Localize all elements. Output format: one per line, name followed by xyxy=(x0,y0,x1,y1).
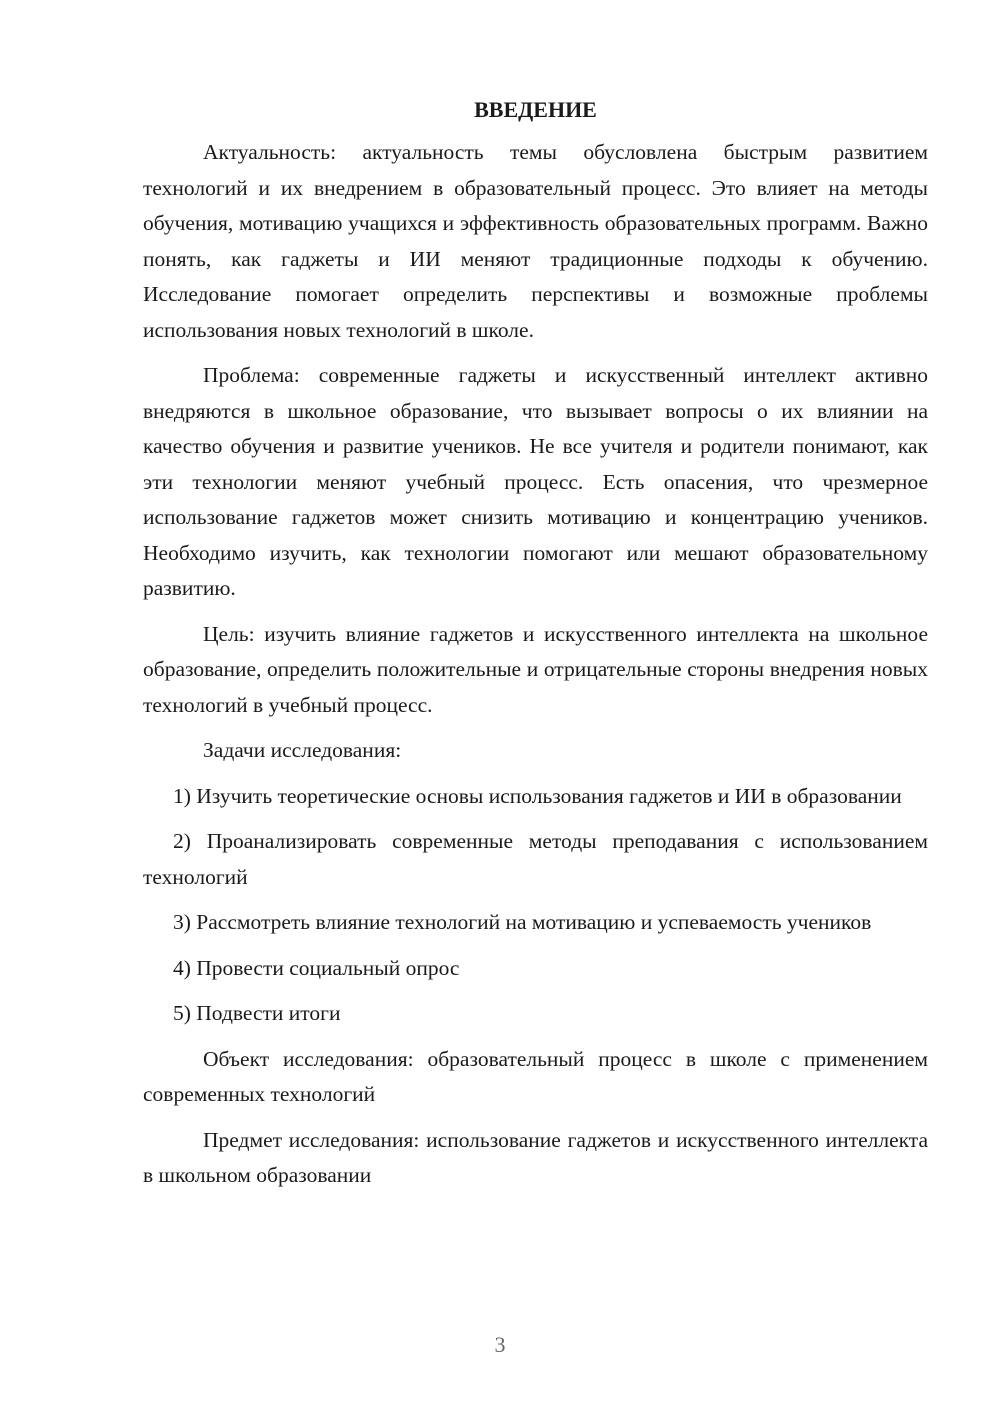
tasks-list xyxy=(143,779,928,1032)
page-number: 3 xyxy=(494,1332,506,1357)
task-item: 3) Рассмотреть влияние технологий на мотивацию и успеваемость учеников xyxy=(173,910,872,934)
object-paragraph: Объект исследования: образовательный процесс в школе с применением современных технологий xyxy=(143,1046,928,1106)
subject-paragraph: Предмет исследования: использование гаджетов и искусственного интеллекта в школьном образовании xyxy=(143,1127,928,1187)
document-page xyxy=(143,92,928,1204)
task-item: 5) Подвести итоги xyxy=(173,1001,341,1025)
goal-paragraph: Цель: изучить влияние гаджетов и искусственного интеллекта на школьное образование, определить положительные и отрицательные стороны внедрения новых технологий в учебный процесс. xyxy=(143,621,928,717)
task-item: 4) Провести социальный опрос xyxy=(173,955,460,980)
task-item: 2) Проанализировать современные методы преподавания с использованием технологий xyxy=(143,829,928,889)
tasks-heading: Задачи исследования: xyxy=(203,738,402,762)
section-title: ВВЕДЕНИЕ xyxy=(474,97,597,122)
task-item: 1) Изучить теоретические основы использования гаджетов и ИИ в образовании xyxy=(173,783,902,808)
problem-paragraph: Проблема: современные гаджеты и искусственный интеллект активно внедряются в школьное образование, что вызывает вопросы о их влиянии на качество обучения и развитие учеников. Не все учителя и родители понимают, как эти технологии меняют учебный процесс. Есть опасения, что чрезмерное использование гаджетов может снизить мотивацию и концентрацию учеников. Необходимо изучить, как технологии помогают или мешают образовательному развитию. xyxy=(143,363,928,600)
relevance-paragraph: Актуальность: актуальность темы обусловлена быстрым развитием технологий и их внедрением в образовательный процесс. Это влияет на методы обучения, мотивацию учащихся и эффективность образовательных программ. Важно понять, как гаджеты и ИИ меняют традиционные подходы к обучению. Исследование помогает определить перспективы и возможные проблемы использования новых технологий в школе. xyxy=(143,140,928,342)
